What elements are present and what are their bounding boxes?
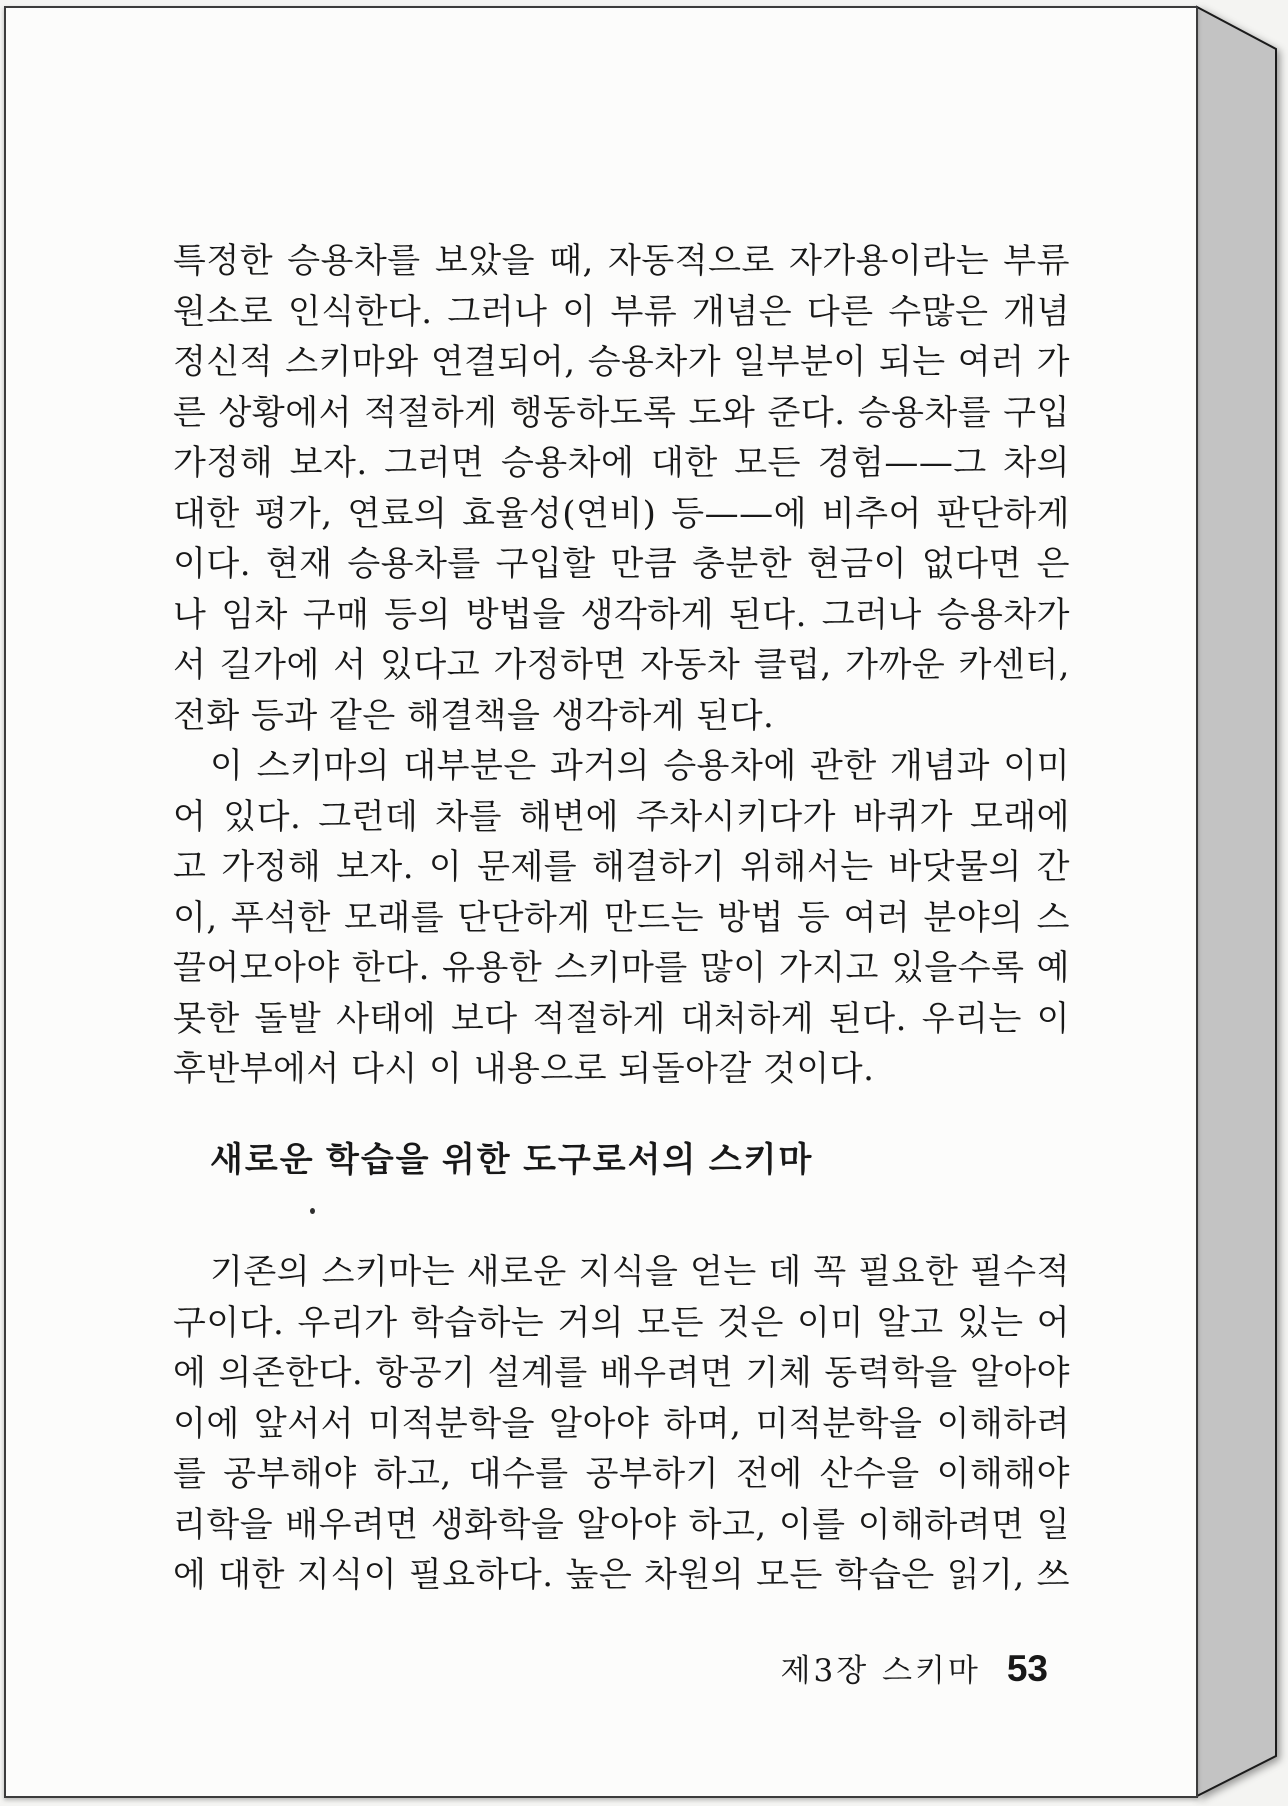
text-line: 특정한 승용차를 보았을 때, 자동적으로 자가용이라는 부류 [173,241,1070,281]
text-line: 나 임차 구매 등의 방법을 생각하게 된다. 그러나 승용차가 [173,594,1070,635]
section-heading: 새로운 학습을 위한 도구로서의 스키마 [210,1140,814,1179]
footer-chapter-label: 제3장 스키마 [780,1653,981,1689]
fore-edge-shape [1197,7,1276,1796]
text-line: 기존의 스키마는 새로운 지식을 얻는 데 꼭 필요한 필수적 [210,1252,1070,1292]
text-line: 서 길가에 서 있다고 가정하면 자동차 클럽, 가까운 카센터, [173,645,1070,685]
text-line: 이다. 현재 승용차를 구입할 만큼 충분한 현금이 없다면 은 [173,544,1070,584]
text-line: 끌어모아야 한다. 유용한 스키마를 많이 가지고 있을수록 예 [173,948,1070,988]
body-text-column [173,236,1070,1601]
text-line: 이에 앞서서 미적분학을 알아야 하며, 미적분학을 이해하려 [173,1403,1070,1444]
text-line: 어 있다. 그런데 차를 해변에 주차시키다가 바퀴가 모래에 [173,796,1070,837]
paragraph [173,236,1070,741]
paragraph [173,741,1070,1095]
text-line: 원소로 인식한다. 그러나 이 부류 개념은 다른 수많은 개념 [173,291,1070,332]
text-line: 를 공부해야 하고, 대수를 공부하기 전에 산수을 이해해야 [173,1454,1070,1494]
text-line: 에 의존한다. 항공기 설계를 배우려면 기체 동력학을 알아야 [173,1353,1070,1393]
text-line: 후반부에서 다시 이 내용으로 되돌아갈 것이다. [173,1049,875,1089]
text-line: 고 가정해 보자. 이 문제를 해결하기 위해서는 바닷물의 간 [173,847,1070,887]
ink-dot-artifact [310,1208,315,1214]
text-line: 이 스키마의 대부분은 과거의 승용차에 관한 개념과 이미 [210,746,1070,786]
footer-page-number: 53 [1006,1648,1048,1689]
text-line: 에 대한 지식이 필요하다. 높은 차원의 모든 학습은 읽기, 쓰 [173,1555,1070,1595]
text-line: 구이다. 우리가 학습하는 거의 모든 것은 이미 알고 있는 어 [173,1302,1070,1343]
text-line: 정신적 스키마와 연결되어, 승용차가 일부분이 되는 여러 가 [173,342,1070,382]
text-line: 대한 평가, 연료의 효율성(연비) 등——에 비추어 판단하게 [173,493,1070,534]
text-line: 른 상황에서 적절하게 행동하도록 도와 준다. 승용차를 구입 [173,392,1070,433]
text-line: 가정해 보자. 그러면 승용차에 대한 모든 경험——그 차의 [173,443,1070,483]
text-line: 이, 푸석한 모래를 단단하게 만드는 방법 등 여러 분야의 스 [173,897,1070,938]
text-line: 못한 돌발 사태에 보다 적절하게 대처하게 된다. 우리는 이 [173,998,1070,1039]
text-line: 리학을 배우려면 생화학을 알아야 하고, 이를 이해하려면 일 [173,1504,1070,1545]
scanned-page [4,6,1198,1798]
paragraph [173,1247,1070,1601]
text-line: 전화 등과 같은 해결책을 생각하게 된다. [173,695,775,736]
page-footer [781,1650,1048,1690]
